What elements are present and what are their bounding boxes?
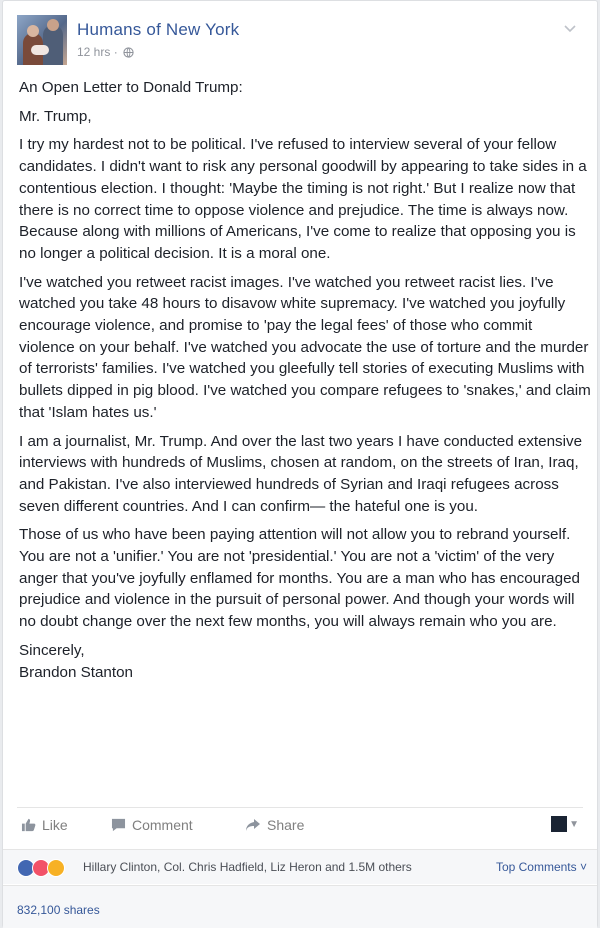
post-paragraph: I try my hardest not to be political. I've refused to interview several of your fellow candidates. I didn't want to risk any personal goodwill by appearing to take sides in a contentious election. I thought: 'Maybe the timing is not right.' But I realize now that there is no correct time to oppose violence and prejudice. The time is always now. Because along with millions of Americans, I've come to realize that opposing you is no longer a political decision. It is a moral one. — [19, 136, 587, 262]
like-label: Like — [42, 817, 68, 833]
avatar[interactable] — [17, 15, 67, 65]
shares-count[interactable]: 832,100 shares — [17, 903, 100, 917]
timestamp[interactable]: 12 hrs — [77, 45, 111, 59]
chevron-down-icon[interactable] — [563, 21, 579, 37]
share-arrow-icon — [245, 818, 261, 832]
post-text — [19, 77, 591, 683]
page-name-link[interactable]: Humans of New York — [77, 20, 240, 39]
post-meta — [77, 45, 134, 61]
top-comments-dropdown[interactable] — [496, 860, 587, 874]
top-comments-caret: ˅ — [579, 860, 587, 874]
thumbs-up-icon — [21, 818, 36, 832]
reaction-names[interactable]: Hillary Clinton, Col. Chris Hadfield, Liz Heron and 1.5M others — [83, 860, 412, 874]
share-label: Share — [267, 817, 305, 833]
page-avatar-small — [551, 816, 567, 832]
post-paragraph: An Open Letter to Donald Trump: — [19, 79, 243, 96]
like-button[interactable] — [21, 817, 68, 833]
reaction-icons[interactable] — [17, 859, 62, 877]
post-closing: Sincerely, — [19, 641, 85, 659]
post-paragraph: I am a journalist, Mr. Trump. And over the last two years I have conducted extensive interviews with hundreds of Muslims, chosen at random, on the streets of Iran, Iraq, and Pakistan. I've also interviewed hundreds of Syrian and Iraqi refugees across seven different countries. And I can confirm— the hateful one is you. — [19, 432, 583, 515]
post-card — [2, 0, 598, 928]
top-comments-label: Top Comments — [495, 860, 577, 874]
meta-separator: · — [113, 45, 118, 59]
post-paragraph: Mr. Trump, — [19, 107, 92, 125]
caret-down-icon: ▼ — [569, 818, 579, 830]
comment-icon — [111, 818, 126, 832]
shares-bar — [3, 885, 597, 928]
post-paragraph: I've watched you retweet racist images. I've watched you retweet racist lies. I've watched you take 48 hours to disavow white supremacy. I've watched you joyfully encourage violence, and promise to 'pay the legal fees' of those who commit violence on your behalf. I've watched you advocate the use of torture and the murder of terrorists' families. I've watched you gleefully tell stories of executing Muslims with bullets dipped in pig blood. I've watched you compare refugees to 'snakes,' and claim that 'Islam hates us.' — [19, 273, 591, 421]
post-paragraph: Those of us who have been paying attention will not allow you to rebrand yourself. You are not a 'unifier.' You are not 'presidential.' You are not a 'victim' of the very anger that you've joyfully enflamed for months. You are a man who has encouraged prejudice and violence in the pursuit of personal power. And though your words will no doubt change over the next few months, you will always remain who you are. — [19, 526, 580, 631]
post-as-selector[interactable] — [551, 816, 579, 832]
reactions-bar — [3, 849, 597, 884]
action-bar — [17, 807, 583, 842]
post-header — [17, 15, 583, 67]
wow-reaction-icon — [47, 859, 65, 877]
comment-button[interactable] — [111, 817, 193, 833]
share-button[interactable] — [245, 817, 304, 833]
globe-icon — [123, 47, 134, 61]
comment-label: Comment — [132, 817, 193, 833]
post-signature: Brandon Stanton — [19, 663, 133, 681]
